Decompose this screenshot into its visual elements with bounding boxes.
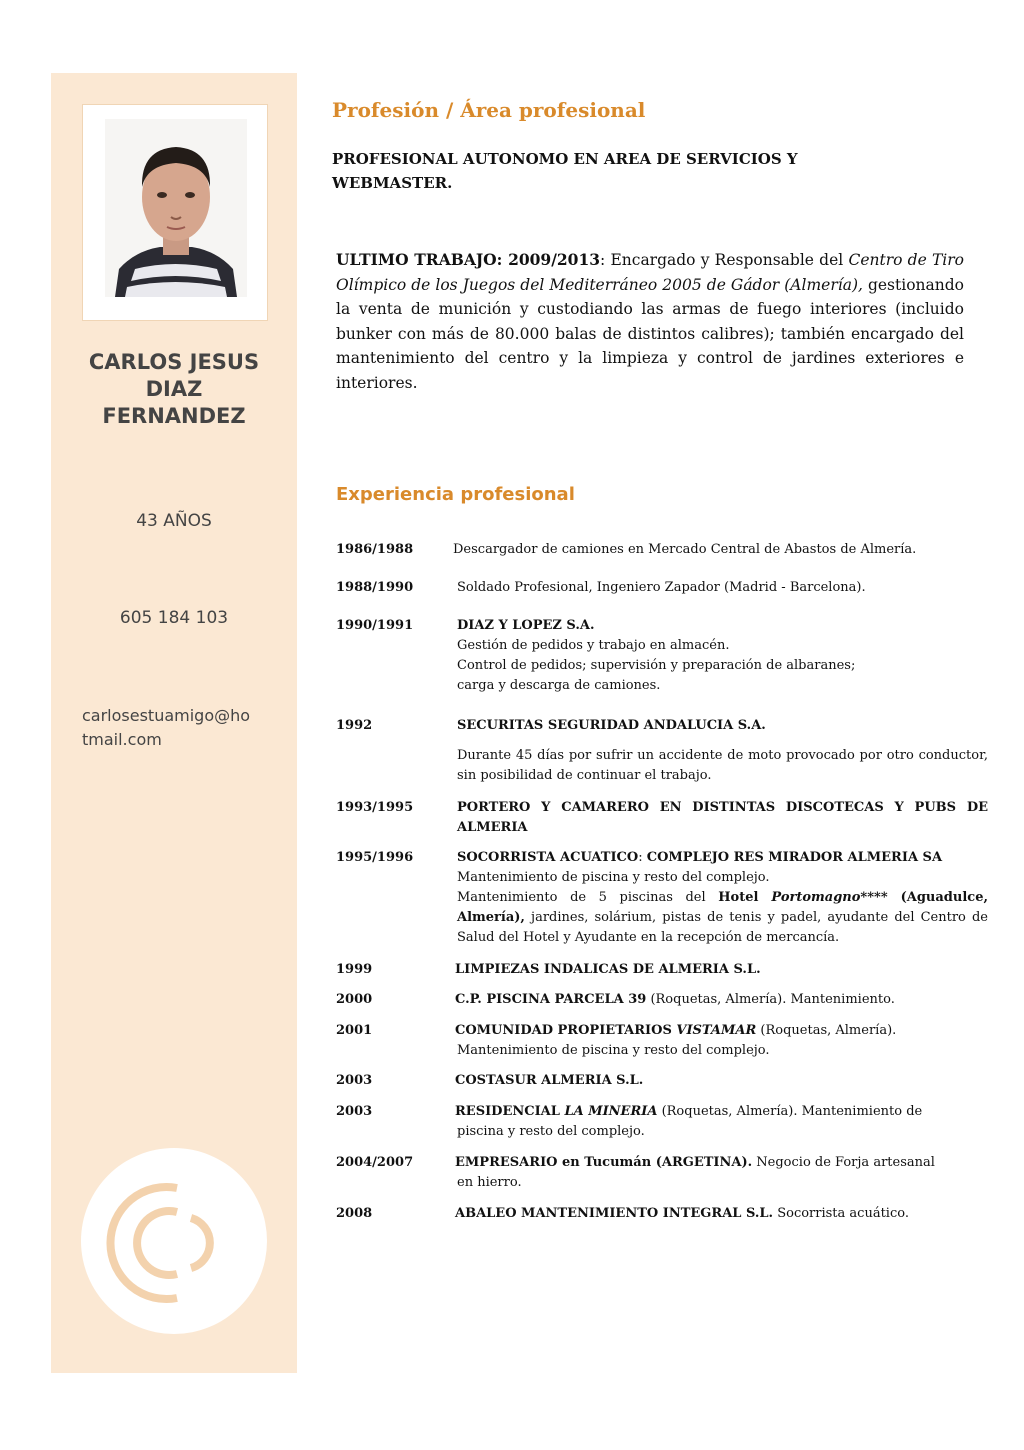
last-job-paragraph xyxy=(336,248,964,395)
entry-company: RESIDENCIAL xyxy=(455,1104,565,1119)
entry-company: EMPRESARIO en Tucumán (ARGETINA). xyxy=(455,1155,753,1170)
entry-year: 1995/1996 xyxy=(336,850,414,865)
experience-title: Experiencia profesional xyxy=(336,484,575,505)
entry-text: piscina y resto del complejo. xyxy=(457,1124,645,1139)
entry-text: Control de pedidos; supervisión y preparación de albaranes; xyxy=(457,658,856,673)
entry-text: (Roquetas, Almería). Mantenimiento. xyxy=(646,992,895,1007)
entry-text: Mantenimiento de 5 piscinas del xyxy=(457,890,719,905)
entry-text: Negocio de Forja artesanal xyxy=(752,1155,935,1170)
entry-text: (Roquetas, Almería). xyxy=(756,1023,897,1038)
sidebar xyxy=(51,73,297,1373)
entry-text: **** (Aguadulce, Almería), xyxy=(457,890,988,925)
entry-year: 2003 xyxy=(336,1104,373,1119)
entry-company: LA MINERIA xyxy=(564,1104,658,1119)
entry-year: 1990/1991 xyxy=(336,618,414,633)
profession-line: PROFESIONAL AUTONOMO EN AREA DE SERVICIOS Y xyxy=(332,150,798,168)
entry-company: PORTERO Y CAMARERO EN DISTINTAS DISCOTECAS Y PUBS DE ALMERIA xyxy=(457,800,988,835)
entry-year: 2000 xyxy=(336,992,373,1007)
entry-text: Durante 45 días por sufrir un accidente de moto provocado por otro conductor, sin posibilidad de continuar el trabajo. xyxy=(457,748,988,783)
entry-description xyxy=(455,1021,986,1061)
name-line: DIAZ xyxy=(145,377,203,401)
phone-number: 605 184 103 xyxy=(119,608,229,628)
entry-company: COMUNIDAD PROPIETARIOS xyxy=(455,1023,677,1038)
entry-year: 1988/1990 xyxy=(336,580,414,595)
entry-company: ABALEO MANTENIMIENTO INTEGRAL S.L. xyxy=(455,1206,774,1221)
last-job-text: gestionando la venta de munición y custodiando las armas de fuego interiores (incluido bunker con más de 80.000 balas de distintos calibres); también encargado del mantenimiento del centro y la limpieza y control de jardines exteriores e interiores. xyxy=(336,275,964,392)
entry-description xyxy=(457,616,988,696)
entry-text: Soldado Profesional, Ingeniero Zapador (Madrid - Barcelona). xyxy=(457,580,866,595)
entry-company: DIAZ Y LOPEZ S.A. xyxy=(457,618,595,633)
entry-description xyxy=(457,578,988,598)
email-address xyxy=(82,704,282,752)
entry-company: COSTASUR ALMERIA S.L. xyxy=(455,1073,644,1088)
entry-company: C.P. PISCINA PARCELA 39 xyxy=(455,992,647,1007)
entry-text: Descargador de camiones en Mercado Central de Abastos de Almería. xyxy=(453,542,917,557)
email-line: tmail.com xyxy=(82,730,162,749)
entry-description xyxy=(457,848,988,948)
profession-text xyxy=(332,147,852,195)
entry-year: 1993/1995 xyxy=(336,800,414,815)
entry-company: LIMPIEZAS INDALICAS DE ALMERIA S.L. xyxy=(455,962,761,977)
entry-text: Mantenimiento de piscina y resto del complejo. xyxy=(457,870,770,885)
profession-line: WEBMASTER. xyxy=(332,174,453,192)
entry-description xyxy=(457,798,988,838)
entry-company: SECURITAS SEGURIDAD ANDALUCIA S.A. xyxy=(457,718,766,733)
age: 43 AÑOS xyxy=(136,511,212,531)
entry-year: 2003 xyxy=(336,1073,373,1088)
entry-year: 1986/1988 xyxy=(336,542,414,557)
name-line: CARLOS JESUS xyxy=(88,350,260,374)
entry-text: Socorrista acuático. xyxy=(773,1206,909,1221)
candidate-name xyxy=(51,349,297,430)
entry-text: Mantenimiento de piscina y resto del complejo. xyxy=(457,1043,770,1058)
profile-photo xyxy=(105,119,247,297)
entry-description xyxy=(455,1153,986,1193)
entry-description xyxy=(455,960,986,980)
entry-text: Hotel xyxy=(718,890,772,905)
entry-description xyxy=(455,1071,986,1091)
entry-year: 2001 xyxy=(336,1023,373,1038)
profession-title: Profesión / Área profesional xyxy=(332,98,646,122)
entry-text: carga y descarga de camiones. xyxy=(457,678,661,693)
last-job-label: ULTIMO TRABAJO: 2009/2013 xyxy=(336,250,601,269)
entry-year: 1999 xyxy=(336,962,373,977)
entry-year: 2004/2007 xyxy=(336,1155,414,1170)
last-job-text: : Encargado y Responsable del xyxy=(600,251,849,269)
entry-text: (Roquetas, Almería). Mantenimiento de xyxy=(657,1104,923,1119)
entry-description xyxy=(453,540,984,560)
portrait-image xyxy=(105,119,247,297)
entry-year: 1992 xyxy=(336,718,373,733)
email-line: carlosestuamigo@ho xyxy=(82,706,251,725)
entry-description xyxy=(457,716,988,786)
decorative-logo-icon xyxy=(81,1148,267,1334)
entry-company: VISTAMAR xyxy=(676,1023,757,1038)
entry-company: COMPLEJO RES MIRADOR ALMERIA SA xyxy=(646,850,943,865)
entry-description xyxy=(455,990,986,1010)
entry-text: Gestión de pedidos y trabajo en almacén. xyxy=(457,638,730,653)
entry-text: en hierro. xyxy=(457,1175,522,1190)
entry-description xyxy=(455,1102,986,1142)
entry-separator: : xyxy=(638,850,647,865)
entry-year: 2008 xyxy=(336,1206,373,1221)
entry-description xyxy=(455,1204,986,1224)
name-line: FERNANDEZ xyxy=(102,404,246,428)
photo-frame xyxy=(82,104,268,321)
entry-text: jardines, solárium, pistas de tenis y padel, ayudante del Centro de Salud del Hotel y Ayudante en la recepción de mercancía. xyxy=(457,910,988,945)
entry-company: SOCORRISTA ACUATICO xyxy=(457,850,639,865)
entry-text: Portomagno xyxy=(771,890,861,905)
last-job-place: Centro de Tiro Olímpico de los Juegos del Mediterráneo 2005 de Gádor (Almería), xyxy=(336,251,964,294)
